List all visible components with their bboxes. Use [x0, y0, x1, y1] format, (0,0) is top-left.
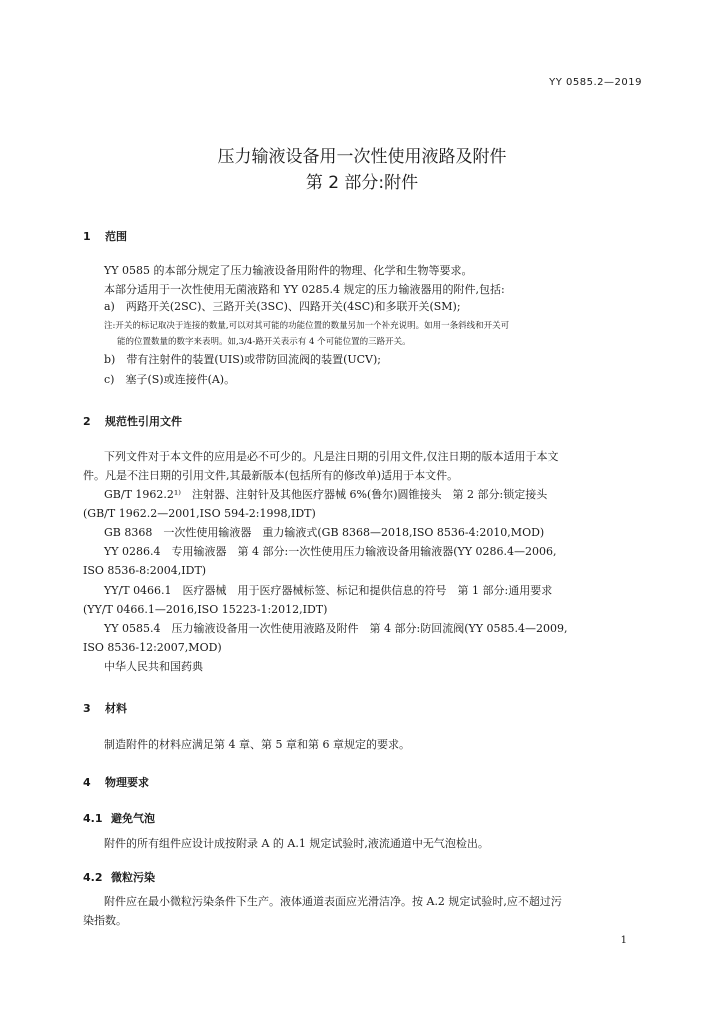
section-title: 避免气泡 — [111, 812, 155, 825]
section-title: 范围 — [105, 230, 127, 243]
section-heading-materials — [83, 700, 127, 716]
section-number: 4.1 — [83, 812, 103, 825]
scope-list-item: a) 两路开关(2SC)、三路开关(3SC)、四路开关(4SC)和多联开关(SM); — [104, 300, 461, 313]
page-number: 1 — [620, 935, 627, 946]
reference-entry: 中华人民共和国药典 — [104, 660, 203, 673]
references-intro: 件。凡是不注日期的引用文件,其最新版本(包括所有的修改单)适用于本文件。 — [83, 469, 459, 482]
reference-entry: (YY/T 0466.1—2016,ISO 15223-1:2012,IDT) — [83, 603, 328, 616]
materials-paragraph: 制造附件的材料应满足第 4 章、第 5 章和第 6 章规定的要求。 — [104, 738, 410, 751]
section-title: 物理要求 — [105, 776, 149, 789]
particles-paragraph: 附件应在最小微粒污染条件下生产。液体通道表面应光滑洁净。按 A.2 规定试验时,应不超过污 — [104, 895, 562, 908]
document-subtitle: 第 2 部分:附件 — [305, 173, 419, 193]
references-intro: 下列文件对于本文件的应用是必不可少的。凡是注日期的引用文件,仅注日期的版本适用于本文 — [104, 450, 559, 463]
section-heading-normative-references — [83, 413, 182, 429]
section-number: 4.2 — [83, 871, 103, 884]
document-title: 压力输液设备用一次性使用液路及附件 — [217, 147, 507, 167]
scope-paragraph: 本部分适用于一次性使用无菌液路和 YY 0285.4 规定的压力输液器用的附件,包括: — [104, 283, 505, 296]
section-number: 3 — [83, 702, 91, 715]
scope-list-item: b) 带有注射件的装置(UIS)或带防回流阀的装置(UCV); — [104, 353, 381, 366]
section-number: 4 — [83, 776, 91, 789]
particles-paragraph: 染指数。 — [83, 914, 127, 927]
reference-entry: YY/T 0466.1 医疗器械 用于医疗器械标签、标记和提供信息的符号 第 1 部分:通用要求 — [104, 584, 553, 597]
reference-entry: ISO 8536-8:2004,IDT) — [83, 564, 207, 577]
reference-entry: YY 0585.4 压力输液设备用一次性使用液路及附件 第 4 部分:防回流阀(YY 0585.4—2009, — [104, 622, 568, 635]
scope-note: 能的位置数量的数字来表明。如,3/4-路开关表示有 4 个可能位置的三路开关。 — [117, 337, 411, 347]
bubbles-paragraph: 附件的所有组件应设计成按附录 A 的 A.1 规定试验时,液流通道中无气泡检出。 — [104, 837, 489, 850]
section-number: 2 — [83, 415, 91, 428]
reference-entry: GB 8368 一次性使用输液器 重力输液式(GB 8368—2018,ISO 8536-4:2010,MOD) — [104, 526, 545, 539]
reference-entry: GB/T 1962.2¹⁾ 注射器、注射针及其他医疗器械 6%(鲁尔)圆锥接头 第 2 部分:锁定接头 — [104, 488, 548, 501]
scope-paragraph: YY 0585 的本部分规定了压力输液设备用附件的物理、化学和生物等要求。 — [104, 264, 473, 277]
section-title: 材料 — [105, 702, 127, 715]
standard-number: YY 0585.2—2019 — [549, 77, 642, 88]
scope-note: 注:开关的标记取决于连接的数量,可以对其可能的功能位置的数量另加一个补充说明。如用一条斜线和开关可 — [104, 321, 510, 331]
section-title: 规范性引用文件 — [105, 415, 182, 428]
scope-list-item: c) 塞子(S)或连接件(A)。 — [104, 373, 236, 386]
reference-entry: ISO 8536-12:2007,MOD) — [83, 641, 222, 654]
reference-entry: (GB/T 1962.2—2001,ISO 594-2:1998,IDT) — [83, 507, 316, 520]
section-number: 1 — [83, 230, 91, 243]
reference-entry: YY 0286.4 专用输液器 第 4 部分:一次性使用压力输液设备用输液器(YY 0286.4—2006, — [104, 545, 557, 558]
section-heading-physical-requirements — [83, 774, 149, 790]
subsection-heading-particles — [83, 869, 155, 885]
section-title: 微粒污染 — [111, 871, 155, 884]
section-heading-scope — [83, 228, 127, 244]
subsection-heading-bubbles — [83, 810, 155, 826]
